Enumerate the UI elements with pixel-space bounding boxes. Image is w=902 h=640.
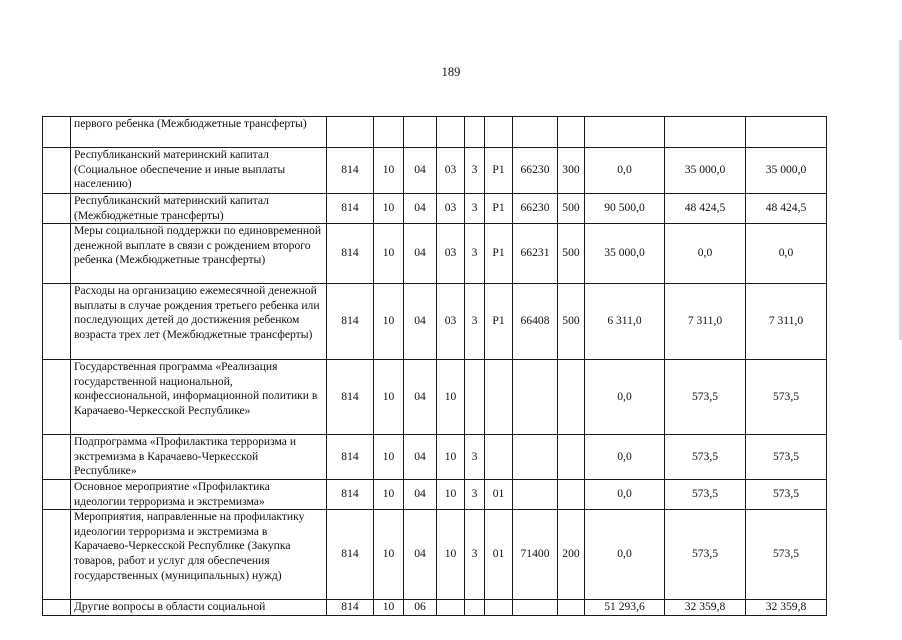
- row-edge-cell: [43, 360, 71, 435]
- row-subprogram-code: [465, 600, 485, 616]
- row-amount-year-2: 573,5: [665, 510, 746, 600]
- row-subsection-code: [404, 117, 437, 148]
- row-expense-type-code: [558, 600, 585, 616]
- row-program-code: 03: [437, 284, 465, 360]
- row-section-code: [374, 117, 404, 148]
- table-row: [43, 435, 827, 480]
- row-expense-type-code: 500: [558, 284, 585, 360]
- row-admin-code: 814: [327, 284, 374, 360]
- row-admin-code: 814: [327, 224, 374, 284]
- row-admin-code: 814: [327, 600, 374, 616]
- row-direction-code: [513, 435, 558, 480]
- row-expense-type-code: 200: [558, 510, 585, 600]
- row-section-code: 10: [374, 224, 404, 284]
- row-event-code: [485, 360, 513, 435]
- row-amount-year-3: 7 311,0: [746, 284, 827, 360]
- table-row: [43, 360, 827, 435]
- row-name: Основное мероприятие «Профилактика идеологии терроризма и экстремизма»: [71, 479, 327, 509]
- row-section-code: 10: [374, 510, 404, 600]
- row-section-code: 10: [374, 194, 404, 224]
- row-program-code: 03: [437, 194, 465, 224]
- row-amount-year-2: 35 000,0: [665, 148, 746, 194]
- budget-table: [42, 116, 827, 616]
- row-amount-year-3: 32 359,8: [746, 600, 827, 616]
- row-subprogram-code: 3: [465, 194, 485, 224]
- row-subsection-code: 04: [404, 194, 437, 224]
- row-subprogram-code: 3: [465, 148, 485, 194]
- row-name: Республиканский материнский капитал (Социальное обеспечение и иные выплаты населению): [71, 148, 327, 194]
- row-direction-code: 66231: [513, 224, 558, 284]
- row-amount-year-2: [665, 117, 746, 148]
- row-expense-type-code: 300: [558, 148, 585, 194]
- row-subprogram-code: 3: [465, 510, 485, 600]
- row-subprogram-code: [465, 360, 485, 435]
- row-direction-code: [513, 117, 558, 148]
- row-name: Государственная программа «Реализация государственной национальной, конфессиональной, информационной политики в Карачаево-Черкесской Республике»: [71, 360, 327, 435]
- row-section-code: 10: [374, 435, 404, 480]
- row-amount-year-2: 32 359,8: [665, 600, 746, 616]
- row-subprogram-code: 3: [465, 284, 485, 360]
- row-admin-code: 814: [327, 360, 374, 435]
- table-row: [43, 510, 827, 600]
- row-name: Другие вопросы в области социальной: [71, 600, 327, 616]
- table-row: [43, 148, 827, 194]
- row-amount-year-1: 51 293,6: [585, 600, 665, 616]
- row-admin-code: 814: [327, 435, 374, 480]
- row-subsection-code: 04: [404, 360, 437, 435]
- row-amount-year-2: 7 311,0: [665, 284, 746, 360]
- row-event-code: 01: [485, 479, 513, 509]
- row-name: Расходы на организацию ежемесячной денежной выплаты в случае рождения третьего ребенка или последующих детей до достижения ребенком возраста трех лет (Межбюджетные трансферты): [71, 284, 327, 360]
- row-section-code: 10: [374, 148, 404, 194]
- row-amount-year-2: 573,5: [665, 360, 746, 435]
- row-direction-code: 66230: [513, 148, 558, 194]
- row-amount-year-1: 6 311,0: [585, 284, 665, 360]
- row-amount-year-3: 573,5: [746, 479, 827, 509]
- row-name: Подпрограмма «Профилактика терроризма и экстремизма в Карачаево-Черкесской Республике»: [71, 435, 327, 480]
- row-section-code: 10: [374, 284, 404, 360]
- row-subsection-code: 04: [404, 435, 437, 480]
- row-admin-code: 814: [327, 479, 374, 509]
- row-edge-cell: [43, 284, 71, 360]
- row-event-code: [485, 435, 513, 480]
- row-admin-code: [327, 117, 374, 148]
- row-expense-type-code: [558, 360, 585, 435]
- row-event-code: [485, 600, 513, 616]
- row-name: Республиканский материнский капитал (Межбюджетные трансферты): [71, 194, 327, 224]
- row-program-code: 10: [437, 435, 465, 480]
- row-direction-code: 71400: [513, 510, 558, 600]
- row-subprogram-code: 3: [465, 224, 485, 284]
- row-name: первого ребенка (Межбюджетные трансферты): [71, 117, 327, 148]
- row-amount-year-2: 0,0: [665, 224, 746, 284]
- row-amount-year-1: 0,0: [585, 360, 665, 435]
- row-direction-code: [513, 360, 558, 435]
- row-subsection-code: 04: [404, 479, 437, 509]
- row-program-code: 10: [437, 510, 465, 600]
- row-subprogram-code: 3: [465, 479, 485, 509]
- row-expense-type-code: 500: [558, 224, 585, 284]
- row-edge-cell: [43, 148, 71, 194]
- row-event-code: [485, 117, 513, 148]
- row-section-code: 10: [374, 360, 404, 435]
- table-row: [43, 224, 827, 284]
- table-row: [43, 284, 827, 360]
- row-amount-year-2: 573,5: [665, 479, 746, 509]
- row-subprogram-code: [465, 117, 485, 148]
- table-row: [43, 117, 827, 148]
- page-number: 189: [441, 65, 461, 79]
- row-event-code: 01: [485, 510, 513, 600]
- row-amount-year-3: 573,5: [746, 435, 827, 480]
- row-subsection-code: 06: [404, 600, 437, 616]
- row-amount-year-3: 573,5: [746, 510, 827, 600]
- row-subsection-code: 04: [404, 510, 437, 600]
- row-event-code: P1: [485, 224, 513, 284]
- row-expense-type-code: 500: [558, 194, 585, 224]
- row-amount-year-2: 573,5: [665, 435, 746, 480]
- row-amount-year-1: 90 500,0: [585, 194, 665, 224]
- row-direction-code: [513, 479, 558, 509]
- row-amount-year-3: [746, 117, 827, 148]
- row-event-code: P1: [485, 284, 513, 360]
- table-row: [43, 194, 827, 224]
- table-row: [43, 479, 827, 509]
- row-amount-year-1: 35 000,0: [585, 224, 665, 284]
- row-program-code: [437, 117, 465, 148]
- row-edge-cell: [43, 510, 71, 600]
- row-edge-cell: [43, 479, 71, 509]
- row-subsection-code: 04: [404, 224, 437, 284]
- row-admin-code: 814: [327, 510, 374, 600]
- row-subsection-code: 04: [404, 284, 437, 360]
- row-expense-type-code: [558, 117, 585, 148]
- row-amount-year-1: 0,0: [585, 148, 665, 194]
- row-admin-code: 814: [327, 148, 374, 194]
- row-edge-cell: [43, 435, 71, 480]
- row-section-code: 10: [374, 600, 404, 616]
- row-name: Мероприятия, направленные на профилактику идеологии терроризма и экстремизма в Карачаево-Черкесской Республике (Закупка товаров, работ и услуг для обеспечения государственных (муниципальных) нужд): [71, 510, 327, 600]
- row-amount-year-1: 0,0: [585, 510, 665, 600]
- row-amount-year-3: 48 424,5: [746, 194, 827, 224]
- row-admin-code: 814: [327, 194, 374, 224]
- row-section-code: 10: [374, 479, 404, 509]
- row-program-code: 03: [437, 224, 465, 284]
- row-amount-year-1: [585, 117, 665, 148]
- row-amount-year-3: 573,5: [746, 360, 827, 435]
- row-event-code: P1: [485, 194, 513, 224]
- row-edge-cell: [43, 117, 71, 148]
- table-row: [43, 600, 827, 616]
- row-amount-year-3: 0,0: [746, 224, 827, 284]
- row-edge-cell: [43, 600, 71, 616]
- row-edge-cell: [43, 224, 71, 284]
- row-edge-cell: [43, 194, 71, 224]
- row-direction-code: [513, 600, 558, 616]
- row-subprogram-code: 3: [465, 435, 485, 480]
- row-expense-type-code: [558, 435, 585, 480]
- row-program-code: [437, 600, 465, 616]
- row-amount-year-1: 0,0: [585, 479, 665, 509]
- row-program-code: 03: [437, 148, 465, 194]
- row-name: Меры социальной поддержки по единовременной денежной выплате в связи с рождением второго ребенка (Межбюджетные трансферты): [71, 224, 327, 284]
- row-program-code: 10: [437, 479, 465, 509]
- row-amount-year-3: 35 000,0: [746, 148, 827, 194]
- row-amount-year-2: 48 424,5: [665, 194, 746, 224]
- row-program-code: 10: [437, 360, 465, 435]
- row-subsection-code: 04: [404, 148, 437, 194]
- row-direction-code: 66408: [513, 284, 558, 360]
- row-event-code: P1: [485, 148, 513, 194]
- row-amount-year-1: 0,0: [585, 435, 665, 480]
- row-direction-code: 66230: [513, 194, 558, 224]
- row-expense-type-code: [558, 479, 585, 509]
